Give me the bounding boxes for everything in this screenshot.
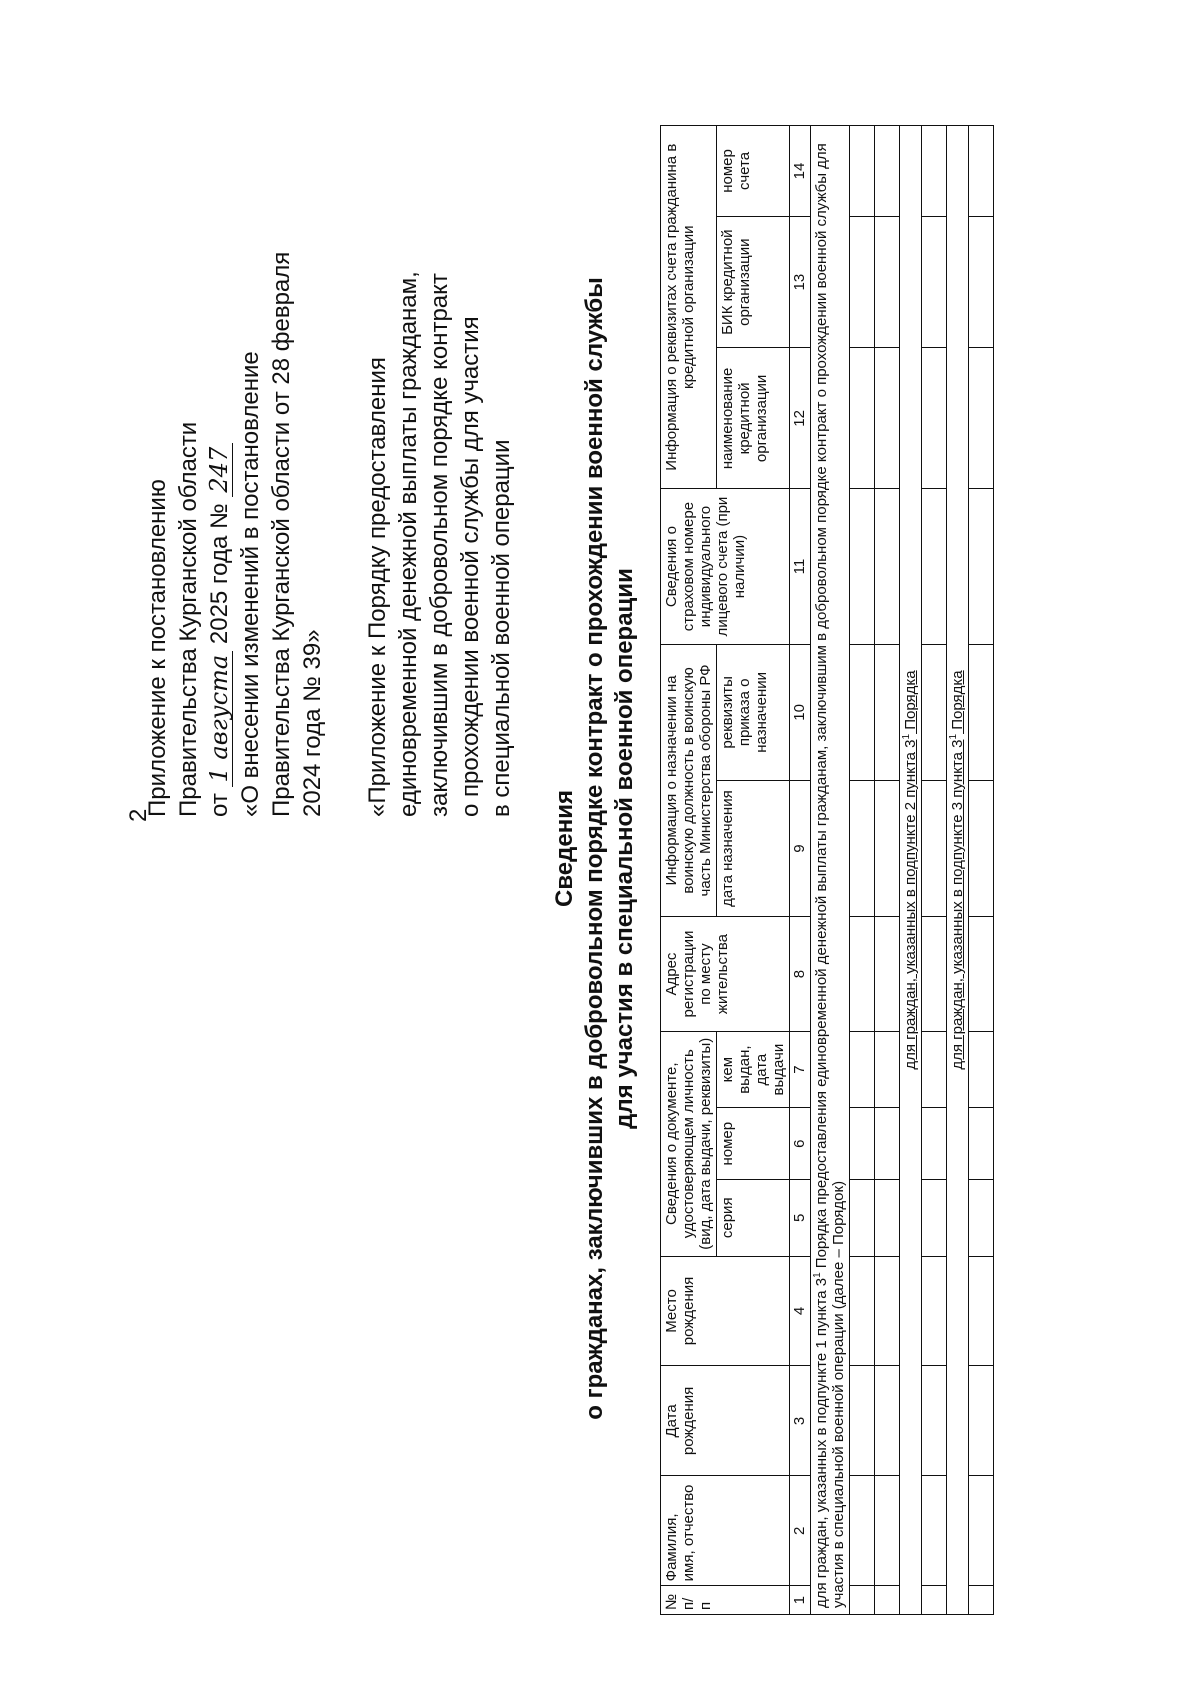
superscript: 1 [812,1272,823,1278]
annex-line: 2024 года № 39» [299,629,326,817]
table-row [969,126,994,1615]
column-number: 8 [790,917,811,1032]
table-row [922,126,947,1615]
superscript: 1 [901,733,912,740]
annex-line: единовременной денежной выплаты гражданам, [395,271,422,817]
col-header-birthplace: Место рождения [661,1256,790,1366]
column-numbers-row [790,126,811,1615]
superscript: 1 [948,733,959,740]
handwritten-number: 247 [206,443,233,497]
annex-line: Правительства Курганской области от 28 февраля [268,251,295,817]
col-header-order-details: реквизиты приказа о назначении [717,644,790,780]
col-header-bik: БИК кредитной организации [717,216,790,347]
annex-line: в специальной военной операции [488,439,515,817]
column-number: 5 [790,1180,811,1256]
table-row [875,126,900,1615]
col-header-issued-by: кем выдан, дата выдачи [717,1031,790,1107]
column-number: 6 [790,1108,811,1180]
column-number: 2 [790,1476,811,1586]
section-row [811,126,850,1615]
col-header-id-document: Сведения о документе, удостоверяющем личность (вид, дата выдачи, реквизиты) [661,1031,717,1256]
col-header-series: серия [717,1180,790,1256]
section-2-label [900,126,922,1615]
column-number: 9 [790,780,811,916]
annex-line: о прохождении военной службы для участия [457,316,484,817]
title-line: Сведения [551,790,578,907]
column-number: 11 [790,489,811,644]
order-annex-header [362,57,517,817]
annex-line: от [206,793,233,817]
column-number: 10 [790,644,811,780]
column-number: 1 [790,1586,811,1615]
title-line: для участия в специальной военной операции [611,568,638,1129]
annex-date-line [204,57,235,817]
annex-line: 2025 года № [206,503,233,645]
col-header-assign-date: дата назначения [717,780,790,916]
column-number: 13 [790,216,811,347]
page-number: 2 [125,808,152,822]
annex-line: Правительства Курганской области [175,421,202,817]
column-number: 12 [790,348,811,489]
col-header-snils: Сведения о страховом номере индивидуального лицевого счета (при наличии) [661,489,790,644]
section-text: Порядка предоставления единовременной денежной выплаты гражданам, заключившим в добровольном порядке контракт о прохождении военной службы для участия в специальной военной операции (далее – Порядок) [813,143,847,1608]
data-table-wrapper [660,125,994,1615]
col-header-bank-name: наименование кредитной организации [717,348,790,489]
annex-header [142,57,328,817]
annex-line: «Приложение к Порядку предоставления [364,357,391,817]
section-3-label [947,126,969,1615]
document-title [550,0,640,1697]
section-text: для граждан, указанных в подпункте 1 пункта 3 [813,1277,830,1608]
column-number: 14 [790,126,811,217]
section-text: Порядка [902,670,919,734]
citizens-table [660,125,994,1615]
col-header-birthdate: Дата рождения [661,1366,790,1476]
section-row [947,126,969,1615]
handwritten-date: 1 августа [206,651,233,787]
section-text: для граждан, указанных в подпункте 2 пункта 3 [902,739,919,1070]
section-text: Порядка [949,670,966,734]
col-header-assignment: Информация о назначении на воинскую должность в воинскую часть Министерства обороны РФ [661,644,717,916]
column-number: 7 [790,1031,811,1107]
header-row-1 [661,126,717,1615]
col-header-bank: Информация о реквизитах счета гражданина в кредитной организации [661,126,717,489]
section-text: для граждан, указанных в подпункте 3 пункта 3 [949,739,966,1070]
col-header-doc-number: номер [717,1108,790,1180]
annex-line: заключившим в добровольном порядке контракт [426,273,453,817]
section-row [900,126,922,1615]
title-line: о гражданах, заключивших в добровольном порядке контракт о прохождении военной службы [581,277,608,1420]
col-header-account: номер счета [717,126,790,217]
table-row [850,126,875,1615]
annex-line: «О внесении изменений в постановление [237,351,264,817]
section-1-label [811,126,850,1615]
col-header-address: Адрес регистрации по месту жительства [661,917,790,1032]
column-number: 4 [790,1256,811,1366]
col-header-number: № п/п [661,1586,790,1615]
column-number: 3 [790,1366,811,1476]
annex-line: Приложение к постановлению [144,479,171,817]
col-header-fio: Фамилия, имя, отчество [661,1476,790,1586]
